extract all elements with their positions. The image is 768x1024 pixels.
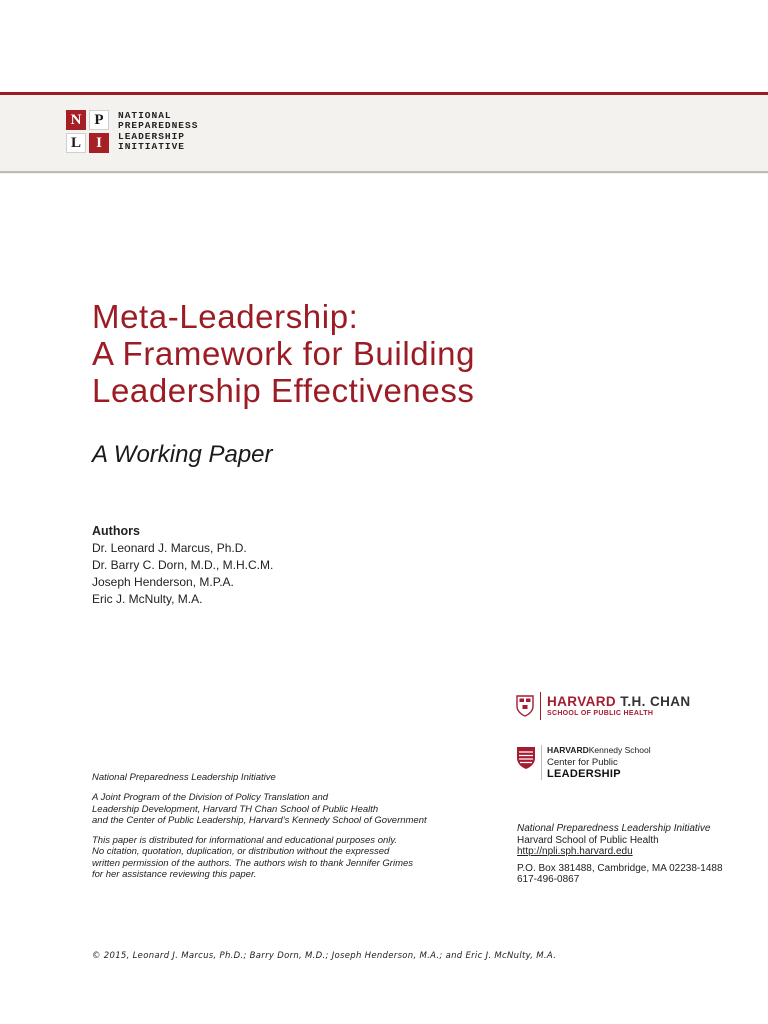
contact-org: National Preparedness Leadership Initiative: [517, 823, 711, 834]
title-line: Meta-Leadership:: [92, 298, 359, 335]
npli-wordmark-line: NATIONAL: [118, 109, 172, 121]
harvard-shield-icon: [516, 695, 534, 717]
website-link[interactable]: http://npli.sph.harvard.edu: [517, 846, 633, 857]
hks-leadership-word: LEADERSHIP: [547, 768, 621, 780]
header-top-rule: [0, 92, 768, 95]
disclaimer-line: written permission of the authors. The authors wish to thank Jennifer Grimes: [92, 857, 414, 869]
harvard-chan-name: [547, 694, 691, 709]
npli-letter-grid: [66, 110, 109, 153]
spacer: [92, 783, 492, 792]
harvard-chan-logo: [516, 692, 691, 720]
npli-wordmark-line: LEADERSHIP: [118, 130, 186, 142]
title-line: A Framework for Building: [92, 335, 476, 372]
author-name: Joseph Henderson, M.P.A.: [92, 575, 234, 589]
disclaimer-line: No citation, quotation, duplication, or distribution without the expressed: [92, 846, 390, 858]
program-info: [92, 772, 492, 880]
spacer: [92, 826, 492, 835]
npli-wordmark-line: PREPAREDNESS: [118, 120, 199, 131]
npli-logo: [66, 110, 198, 153]
disclaimer-line: This paper is distributed for informational and educational purposes only.: [92, 835, 398, 847]
hks-school-name: [547, 745, 651, 755]
copyright-notice: © 2015, Leonard J. Marcus, Ph.D.; Barry Dorn, M.D.; Joseph Henderson, M.A.; and Eric J. McNulty, M.A.: [92, 951, 557, 961]
document-subtitle: A Working Paper: [92, 441, 273, 468]
hks-center-name: Center for Public: [547, 757, 618, 768]
contact-address: P.O. Box 381488, Cambridge, MA 02238-1488: [517, 862, 723, 874]
npli-wordmark: [118, 111, 198, 153]
contact-school: Harvard School of Public Health: [517, 834, 659, 846]
header-bottom-rule: [0, 171, 768, 173]
contact-phone: 617-496-0867: [517, 874, 580, 885]
logo-divider: [540, 692, 541, 720]
joint-program-line: Leadership Development, Harvard TH Chan School of Public Health: [92, 803, 379, 815]
disclaimer-line: for her assistance reviewing this paper.: [92, 869, 257, 881]
joint-program-line: A Joint Program of the Division of Policy Translation and: [92, 792, 329, 804]
harvard-word: HARVARD: [547, 693, 617, 709]
harvard-chan-text: [547, 694, 691, 719]
authors-heading: Authors: [92, 524, 140, 538]
hks-center-logo: [516, 745, 651, 780]
npli-wordmark-line: INITIATIVE: [118, 141, 186, 152]
npli-letter-i: I: [89, 133, 109, 153]
program-org: National Preparedness Leadership Initiative: [92, 772, 276, 783]
hks-shield-icon: [516, 746, 536, 770]
author-name: Dr. Barry C. Dorn, M.D., M.H.C.M.: [92, 558, 274, 572]
document-title: [92, 298, 712, 409]
chan-word: T.H. CHAN: [620, 693, 691, 709]
contact-info: [517, 823, 757, 886]
author-name: Eric J. McNulty, M.A.: [92, 592, 203, 606]
author-name: Dr. Leonard J. Marcus, Ph.D.: [92, 541, 247, 555]
authors-block: [92, 523, 273, 608]
hks-text: [541, 745, 651, 780]
npli-letter-n: N: [66, 110, 86, 130]
joint-program-line: and the Center of Public Leadership, Harvard’s Kennedy School of Government: [92, 814, 427, 826]
title-line: Leadership Effectiveness: [92, 372, 475, 409]
npli-letter-p: P: [89, 110, 109, 130]
harvard-chan-school: SCHOOL OF PUBLIC HEALTH: [547, 709, 654, 717]
hks-kennedy-word: Kennedy School: [588, 745, 651, 755]
hks-harvard-word: HARVARD: [547, 745, 589, 755]
npli-letter-l: L: [66, 133, 86, 153]
